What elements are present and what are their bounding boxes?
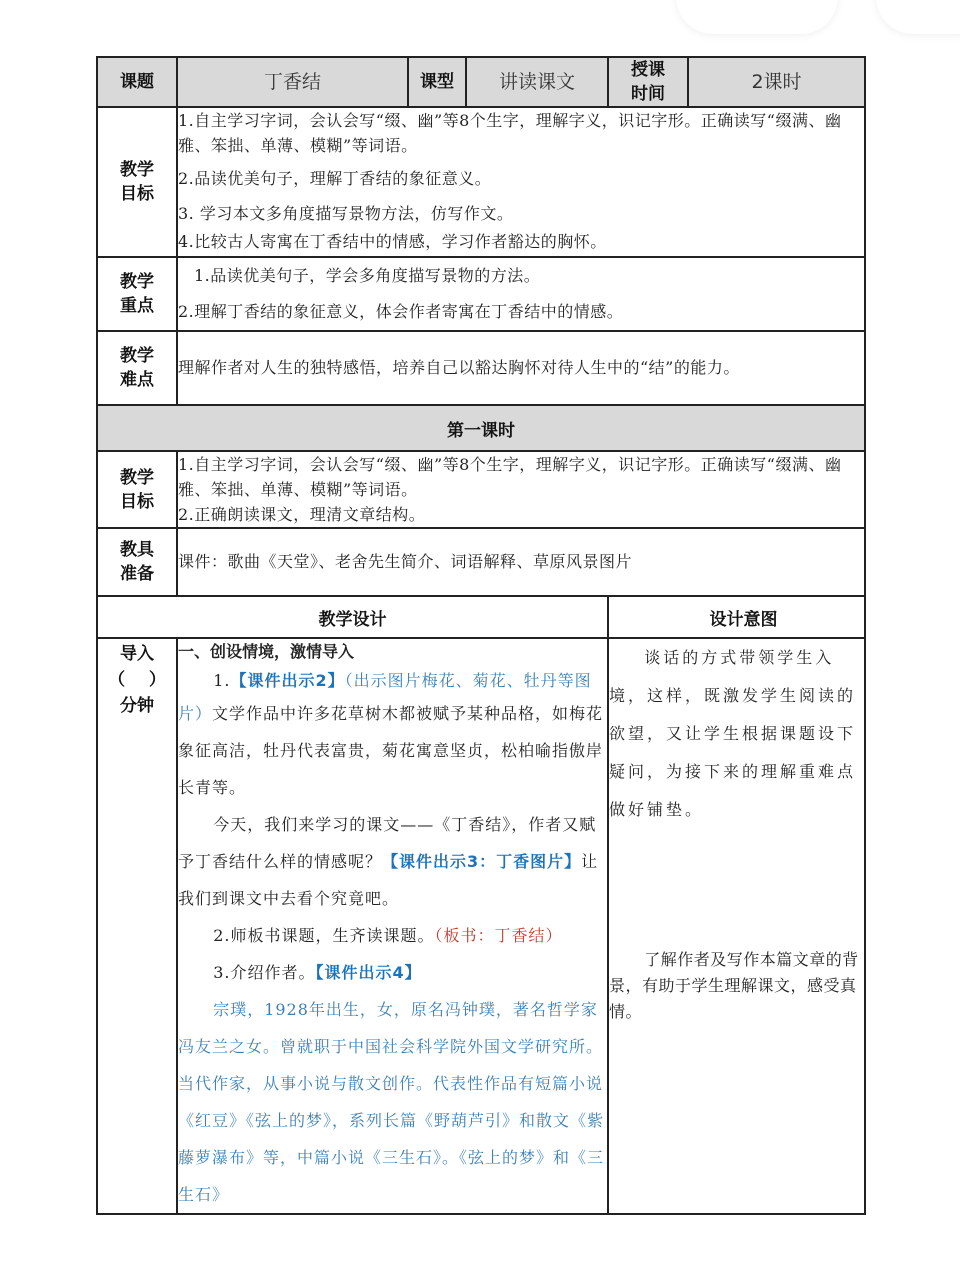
lesson1-objectives-content xyxy=(177,451,865,528)
key-points-row xyxy=(97,257,865,331)
time-label-line2: 时间 xyxy=(631,84,665,104)
difficulties-label xyxy=(97,331,177,405)
tools-label xyxy=(97,528,177,596)
intent-text-2: 了解作者及写作本篇文章的背景，有助于学生理解课文，感受真情。 xyxy=(609,950,859,1021)
topic-label: 课题 xyxy=(97,57,177,107)
p1-number: 1. xyxy=(213,671,231,690)
time-label xyxy=(608,57,688,107)
design-header-row xyxy=(97,596,865,638)
stage-label xyxy=(97,638,177,1214)
courseware-tag-2: 【课件出示2】 xyxy=(230,671,345,690)
design-paragraph-4 xyxy=(178,954,607,991)
design-column-header: 教学设计 xyxy=(97,596,608,638)
lesson1-objectives-label-line2: 目标 xyxy=(120,491,154,512)
objective-item: 4.比较古人寄寓在丁香结中的情感，学习作者豁达的胸怀。 xyxy=(178,232,607,251)
tools-content: 课件：歌曲《天堂》、老舍先生简介、词语解释、草原风景图片 xyxy=(177,528,865,596)
key-points-label-line2: 重点 xyxy=(120,296,154,316)
objectives-label-line2: 目标 xyxy=(120,184,154,204)
intent-text-1: 谈话的方式带领学生入境，这样，既激发学生阅读的欲望，又让学生根据课题设下疑问，为接下来的理解重难点做好铺垫。 xyxy=(609,648,857,819)
lesson-plan-table xyxy=(96,56,866,1215)
objective-item: 2.品读优美句子，理解丁香结的象征意义。 xyxy=(178,169,492,188)
difficulties-content: 理解作者对人生的独特感悟，培养自己以豁达胸怀对待人生中的“结”的能力。 xyxy=(177,331,865,405)
lesson1-objectives-row xyxy=(97,451,865,528)
intent-column-header: 设计意图 xyxy=(608,596,865,638)
p1-text: 文学作品中许多花草树木都被赋予某种品格，如梅花象征高洁，牡丹代表富贵，菊花寓意坚贞，松柏喻指傲岸长青等。 xyxy=(178,704,604,797)
p3-text: 2.师板书课题，生齐读课题。 xyxy=(213,926,435,945)
type-value: 讲读课文 xyxy=(466,57,608,107)
lesson1-objective-item: 1.自主学习字词，会认会写“缀、幽”等8个生字，理解字义，识记字形。正确读写“缀满、幽雅、笨拙、单薄、模糊”等词语。 xyxy=(178,455,842,499)
decorative-overlay-pill xyxy=(676,0,838,34)
time-label-line1: 授课 xyxy=(631,60,665,80)
key-points-content xyxy=(177,257,865,331)
decorative-overlay-pill xyxy=(876,0,960,34)
design-paragraph-3 xyxy=(178,917,607,954)
board-note: （板书：丁香结） xyxy=(434,926,563,945)
lesson1-objectives-label-line1: 教学 xyxy=(120,467,154,488)
p1-note: （出示图片梅花、菊花、牡丹等图片） xyxy=(178,671,592,723)
time-value: 2课时 xyxy=(688,57,865,107)
lesson1-header-row xyxy=(97,405,865,451)
objectives-label xyxy=(97,107,177,257)
author-bio: 宗璞，1928年出生，女，原名冯钟璞，著名哲学家冯友兰之女。曾就职于中国社会科学院外国文学研究所。当代作家，从事小说与散文创作。代表性作品有短篇小说《红豆》《弦上的梦》，系列长篇《野葫芦引》和散文《紫藤萝瀑布》等，中篇小说《三生石》。《弦上的梦》和《三生石》 xyxy=(178,1000,605,1204)
key-points-label xyxy=(97,257,177,331)
objectives-content xyxy=(177,107,865,257)
section-title: 一、创设情境，激情导入 xyxy=(178,642,355,661)
key-point-item: 1.品读优美句子，学会多角度描写景物的方法。 xyxy=(194,266,541,285)
courseware-tag-4: 【课件出示4】 xyxy=(315,963,422,982)
difficulties-row xyxy=(97,331,865,405)
tools-row xyxy=(97,528,865,596)
difficulties-label-line2: 难点 xyxy=(120,370,154,390)
objectives-row xyxy=(97,107,865,257)
design-content xyxy=(177,638,608,1214)
design-content-row xyxy=(97,638,865,1214)
key-point-item: 2.理解丁香结的象征意义，体会作者寄寓在丁香结中的情感。 xyxy=(178,302,624,321)
header-row xyxy=(97,57,865,107)
design-paragraph-1 xyxy=(178,667,607,806)
stage-label-line3: 分钟 xyxy=(120,696,154,716)
p2-text-a: 今天，我们来学习的课文——《丁香结》，作者又赋予丁香结什么样的情感呢？ xyxy=(178,815,597,871)
design-paragraph-2 xyxy=(178,806,607,917)
type-label: 课型 xyxy=(408,57,466,107)
lesson1-objective-item: 2.正确朗读课文，理清文章结构。 xyxy=(178,505,426,524)
difficulties-label-line1: 教学 xyxy=(120,346,154,366)
stage-label-line2: （ ） xyxy=(108,670,166,690)
objective-item: 1.自主学习字词，会认会写“缀、幽”等8个生字，理解字义，识记字形。正确读写“缀满、幽雅、笨拙、单薄、模糊”等词语。 xyxy=(178,111,842,155)
key-points-label-line1: 教学 xyxy=(120,272,154,292)
lesson1-title: 第一课时 xyxy=(97,405,865,451)
stage-label-line1: 导入 xyxy=(120,644,154,664)
lesson1-objectives-label xyxy=(97,451,177,528)
courseware-tag-3: 【课件出示3：丁香图片】 xyxy=(382,852,582,871)
p2-text-b: 让我们到课文中去看个究竟吧。 xyxy=(178,852,599,908)
intent-content xyxy=(608,638,865,1214)
tools-label-line1: 教具 xyxy=(120,540,154,560)
objectives-label-line1: 教学 xyxy=(120,160,154,180)
topic-value: 丁香结 xyxy=(177,57,408,107)
tools-label-line2: 准备 xyxy=(120,564,154,584)
p4-text: 3.介绍作者。 xyxy=(213,963,316,982)
objective-item: 3. 学习本文多角度描写景物方法，仿写作文。 xyxy=(178,204,514,223)
